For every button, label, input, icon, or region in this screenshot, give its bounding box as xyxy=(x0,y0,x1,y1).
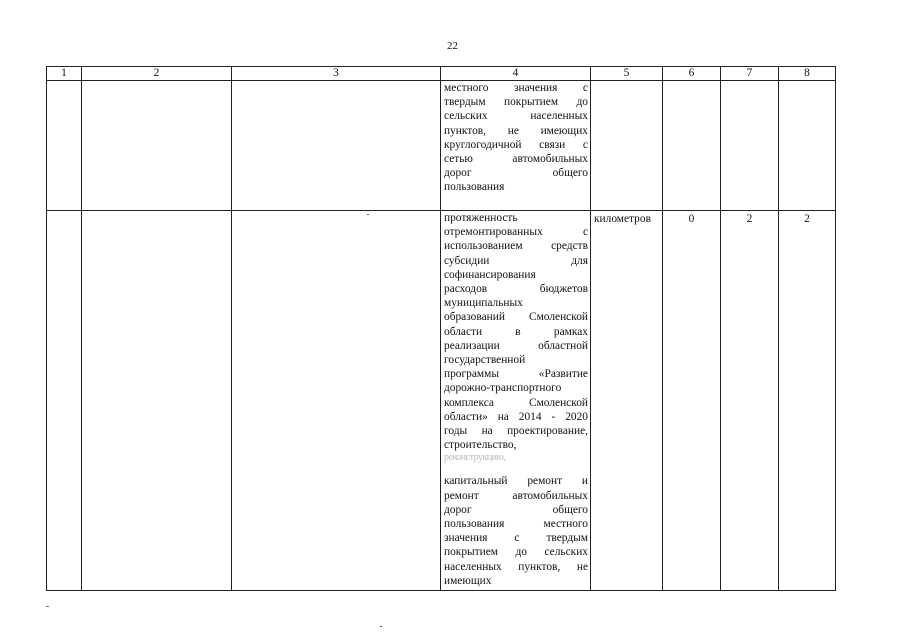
cell-col1 xyxy=(47,81,82,211)
scan-mark xyxy=(46,606,49,607)
table-row xyxy=(47,81,836,211)
text-line: области в рамках xyxy=(444,325,588,338)
text-line: протяженность xyxy=(444,212,518,224)
text-line: капитальный ремонт и xyxy=(444,475,588,488)
col-header: 3 xyxy=(232,67,441,81)
text-line: реализации областной xyxy=(444,339,588,352)
text-line: дорожно-транспортного xyxy=(444,382,562,395)
text-line: государственной xyxy=(444,354,526,367)
col-header: 2 xyxy=(82,67,232,81)
cell-col6: 0 xyxy=(663,211,721,591)
text-line: расходов бюджетов xyxy=(444,283,588,296)
text-line: пунктов, не имеющих xyxy=(444,124,588,137)
cell-unit xyxy=(591,81,663,211)
text-line: покрытием до сельских xyxy=(444,546,588,559)
text-line: местного значения с xyxy=(444,82,588,94)
cell-col7 xyxy=(721,81,779,211)
col-header: 1 xyxy=(47,67,82,81)
page-number: 22 xyxy=(447,40,458,52)
cell-col1 xyxy=(47,211,82,591)
table-row xyxy=(47,211,836,591)
text-line: софинансирования xyxy=(444,268,536,281)
description-text xyxy=(444,211,588,452)
text-line: субсидии для xyxy=(444,254,588,267)
text-line: дорог общего xyxy=(444,503,588,516)
text-line: имеющих xyxy=(444,574,492,587)
text-line: строительство, xyxy=(444,439,517,452)
text-line: значения с твердым xyxy=(444,532,588,545)
text-line: отремонтированных с xyxy=(444,226,588,239)
text-line: образований Смоленской xyxy=(444,311,588,324)
cell-col8 xyxy=(779,81,836,211)
text-line: области» на 2014 - 2020 xyxy=(444,410,588,423)
cell-col3 xyxy=(232,211,441,591)
col-header: 6 xyxy=(663,67,721,81)
description-text-continued xyxy=(444,474,588,588)
text-line: пользования местного xyxy=(444,518,588,531)
text-line: дорог общего xyxy=(444,167,588,180)
col-header: 8 xyxy=(779,67,836,81)
cell-col7: 2 xyxy=(721,211,779,591)
col-header: 4 xyxy=(441,67,591,81)
text-line: программы «Развитие xyxy=(444,368,588,381)
cell-indicator-description xyxy=(441,211,591,591)
text-line: годы на проектирование, xyxy=(444,425,588,438)
cell-col2 xyxy=(82,211,232,591)
text-line: пользования xyxy=(444,181,505,194)
cell-unit: километров xyxy=(591,211,663,591)
text-line: сельских населенных xyxy=(444,110,588,123)
col-header: 5 xyxy=(591,67,663,81)
text-line: сетью автомобильных xyxy=(444,153,588,166)
text-line: населенных пунктов, не xyxy=(444,560,588,573)
cell-col3 xyxy=(232,81,441,211)
faded-text: реконструкцию, xyxy=(444,452,506,464)
scan-speck xyxy=(367,214,369,215)
text-line: круглогодичной связи с xyxy=(444,138,588,151)
cell-indicator-description xyxy=(441,81,591,211)
text-line: использованием средств xyxy=(444,240,588,253)
indicator-table xyxy=(46,66,836,591)
text-line: ремонт автомобильных xyxy=(444,489,588,502)
scan-speck xyxy=(380,626,382,627)
text-line: твердым покрытием до xyxy=(444,96,588,109)
text-line: комплекса Смоленской xyxy=(444,396,588,409)
text-line: муниципальных xyxy=(444,297,523,310)
description-text xyxy=(444,81,588,195)
cell-col2 xyxy=(82,81,232,211)
cell-col6 xyxy=(663,81,721,211)
col-header: 7 xyxy=(721,67,779,81)
cell-col8: 2 xyxy=(779,211,836,591)
header-row xyxy=(47,67,836,81)
